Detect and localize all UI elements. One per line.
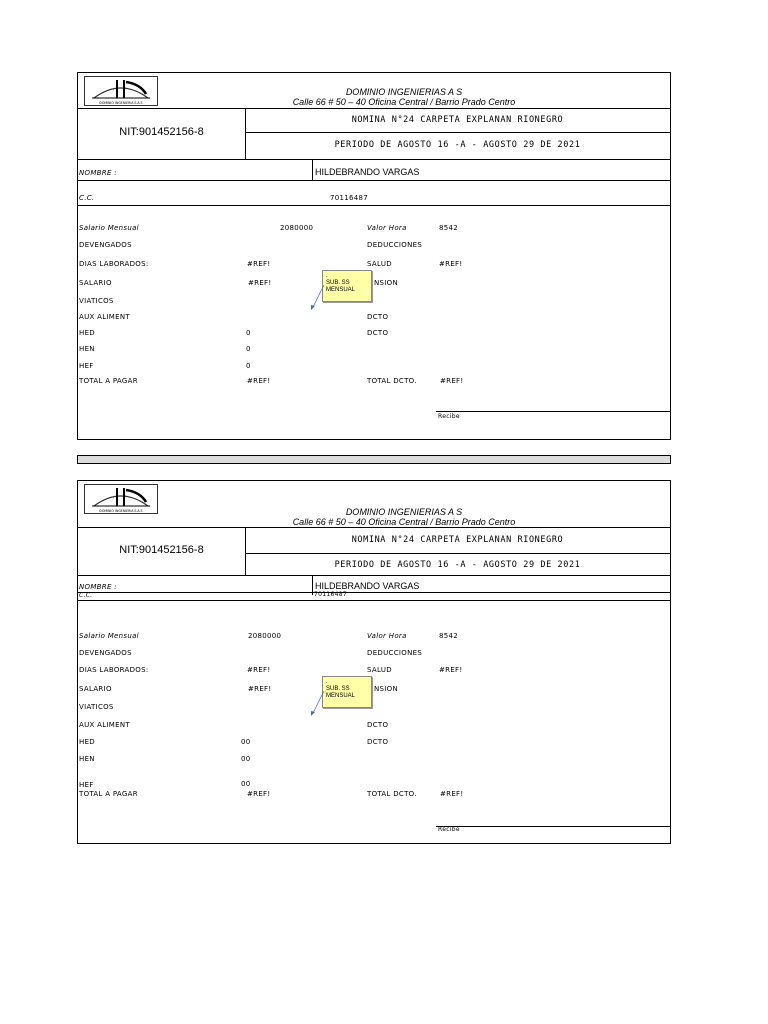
pension-label: NSION bbox=[374, 685, 398, 693]
hed-value: 00 bbox=[241, 738, 251, 746]
viaticos-label: VIATICOS bbox=[79, 297, 114, 305]
comment-note-text: . SUB. SS MENSUAL bbox=[326, 679, 356, 699]
total-dcto-value: #REF! bbox=[440, 377, 464, 385]
total-dcto-label: TOTAL DCTO. bbox=[367, 790, 417, 798]
cc-label: C.C. bbox=[79, 194, 95, 202]
salario-mensual-label: Salario Mensual bbox=[79, 632, 139, 640]
valor-hora-label: Valor Hora bbox=[367, 632, 407, 640]
nit-label: NIT:901452156-8 bbox=[119, 126, 204, 138]
valor-hora-value: 8542 bbox=[439, 224, 459, 232]
salario-mensual-value: 2080000 bbox=[280, 224, 314, 232]
salario-mensual-label: Salario Mensual bbox=[79, 224, 139, 232]
comment-arrow-icon bbox=[306, 283, 328, 311]
nit-label: NIT:901452156-8 bbox=[119, 544, 204, 556]
cc-value: 70116487 bbox=[314, 591, 347, 598]
employee-name: HILDEBRANDO VARGAS bbox=[315, 581, 420, 591]
hen-label: HEN bbox=[79, 755, 95, 763]
company-name: DOMINIO INGENIERIAS A S bbox=[345, 87, 463, 97]
cc-value: 70116487 bbox=[330, 194, 369, 202]
salud-value: #REF! bbox=[439, 260, 463, 268]
svg-text:DOMINIO INGENIERIA S.A.S: DOMINIO INGENIERIA S.A.S bbox=[99, 509, 143, 513]
salud-label: SALUD bbox=[367, 666, 392, 674]
total-pagar-label: TOTAL A PAGAR bbox=[79, 790, 138, 798]
company-name: DOMINIO INGENIERIAS A S bbox=[345, 507, 463, 517]
valor-hora-value: 8542 bbox=[439, 632, 459, 640]
signature-line bbox=[436, 826, 670, 827]
hef-value: 0 bbox=[246, 362, 251, 370]
nomina-title: NOMINA N°24 CARPETA EXPLANAN RIONEGRO bbox=[351, 115, 564, 125]
valor-hora-label: Valor Hora bbox=[367, 224, 407, 232]
hen-label: HEN bbox=[79, 345, 95, 353]
total-pagar-label: TOTAL A PAGAR bbox=[79, 377, 138, 385]
hen-value: 00 bbox=[241, 755, 251, 763]
nomina-title: NOMINA N°24 CARPETA EXPLANAN RIONEGRO bbox=[351, 535, 564, 545]
hef-value: 00 bbox=[241, 780, 251, 788]
salud-value: #REF! bbox=[439, 666, 463, 674]
dcto-label-1: DCTO bbox=[367, 313, 389, 321]
salario-value: #REF! bbox=[248, 279, 272, 287]
pension-label: NSION bbox=[374, 279, 398, 287]
hen-value: 0 bbox=[246, 345, 251, 353]
aux-aliment-label: AUX ALIMENT bbox=[79, 313, 130, 321]
recibe-label: Recibe bbox=[438, 413, 460, 420]
salario-value: #REF! bbox=[248, 685, 272, 693]
signature-line bbox=[436, 411, 670, 412]
payroll-form-2 bbox=[77, 480, 671, 844]
nombre-label: NOMBRE : bbox=[79, 583, 117, 591]
total-dcto-value: #REF! bbox=[440, 790, 464, 798]
salario-label: SALARIO bbox=[79, 279, 112, 287]
hed-value: 0 bbox=[246, 329, 251, 337]
periodo-label: PERIODO DE AGOSTO 16 -A - AGOSTO 29 DE 2021 bbox=[334, 560, 581, 570]
dcto-label-1: DCTO bbox=[367, 721, 389, 729]
total-pagar-value: #REF! bbox=[247, 790, 271, 798]
salario-label: SALARIO bbox=[79, 685, 112, 693]
section-separator bbox=[77, 455, 671, 464]
deducciones-label: DEDUCCIONES bbox=[367, 649, 423, 657]
employee-name: HILDEBRANDO VARGAS bbox=[315, 167, 420, 177]
total-dcto-label: TOTAL DCTO. bbox=[367, 377, 417, 385]
aux-aliment-label: AUX ALIMENT bbox=[79, 721, 130, 729]
hef-label: HEF bbox=[79, 362, 94, 370]
svg-text:DOMINIO INGENIERIA S.A.S: DOMINIO INGENIERIA S.A.S bbox=[99, 101, 143, 105]
recibe-label: Recibe bbox=[438, 826, 460, 833]
dcto-label-2: DCTO bbox=[367, 738, 389, 746]
comment-note[interactable] bbox=[322, 270, 372, 302]
comment-arrow-icon bbox=[306, 689, 328, 717]
hef-label: HEF bbox=[79, 781, 94, 789]
hed-label: HED bbox=[79, 329, 95, 337]
company-address: Calle 66 # 50 – 40 Oficina Central / Barrio Prado Centro bbox=[292, 517, 516, 527]
devengados-label: DEVENGADOS bbox=[79, 649, 132, 657]
dias-laborados-value: #REF! bbox=[247, 260, 271, 268]
total-pagar-value: #REF! bbox=[247, 377, 271, 385]
cc-label: C.C. bbox=[79, 592, 93, 599]
viaticos-label: VIATICOS bbox=[79, 703, 114, 711]
dias-laborados-label: DIAS LABORADOS: bbox=[79, 260, 149, 268]
dcto-label-2: DCTO bbox=[367, 329, 389, 337]
hed-label: HED bbox=[79, 738, 95, 746]
company-address: Calle 66 # 50 – 40 Oficina Central / Barrio Prado Centro bbox=[292, 97, 516, 107]
payroll-form-1 bbox=[77, 72, 671, 440]
deducciones-label: DEDUCCIONES bbox=[367, 241, 423, 249]
comment-note-text: . SUB. SS MENSUAL bbox=[326, 273, 356, 293]
salud-label: SALUD bbox=[367, 260, 392, 268]
nombre-label: NOMBRE : bbox=[79, 169, 117, 177]
salario-mensual-value: 2080000 bbox=[248, 632, 282, 640]
devengados-label: DEVENGADOS bbox=[79, 241, 132, 249]
periodo-label: PERIODO DE AGOSTO 16 -A - AGOSTO 29 DE 2021 bbox=[334, 140, 581, 150]
comment-note[interactable] bbox=[322, 676, 372, 708]
dias-laborados-label: DIAS LABORADOS: bbox=[79, 666, 149, 674]
dias-laborados-value: #REF! bbox=[247, 666, 271, 674]
